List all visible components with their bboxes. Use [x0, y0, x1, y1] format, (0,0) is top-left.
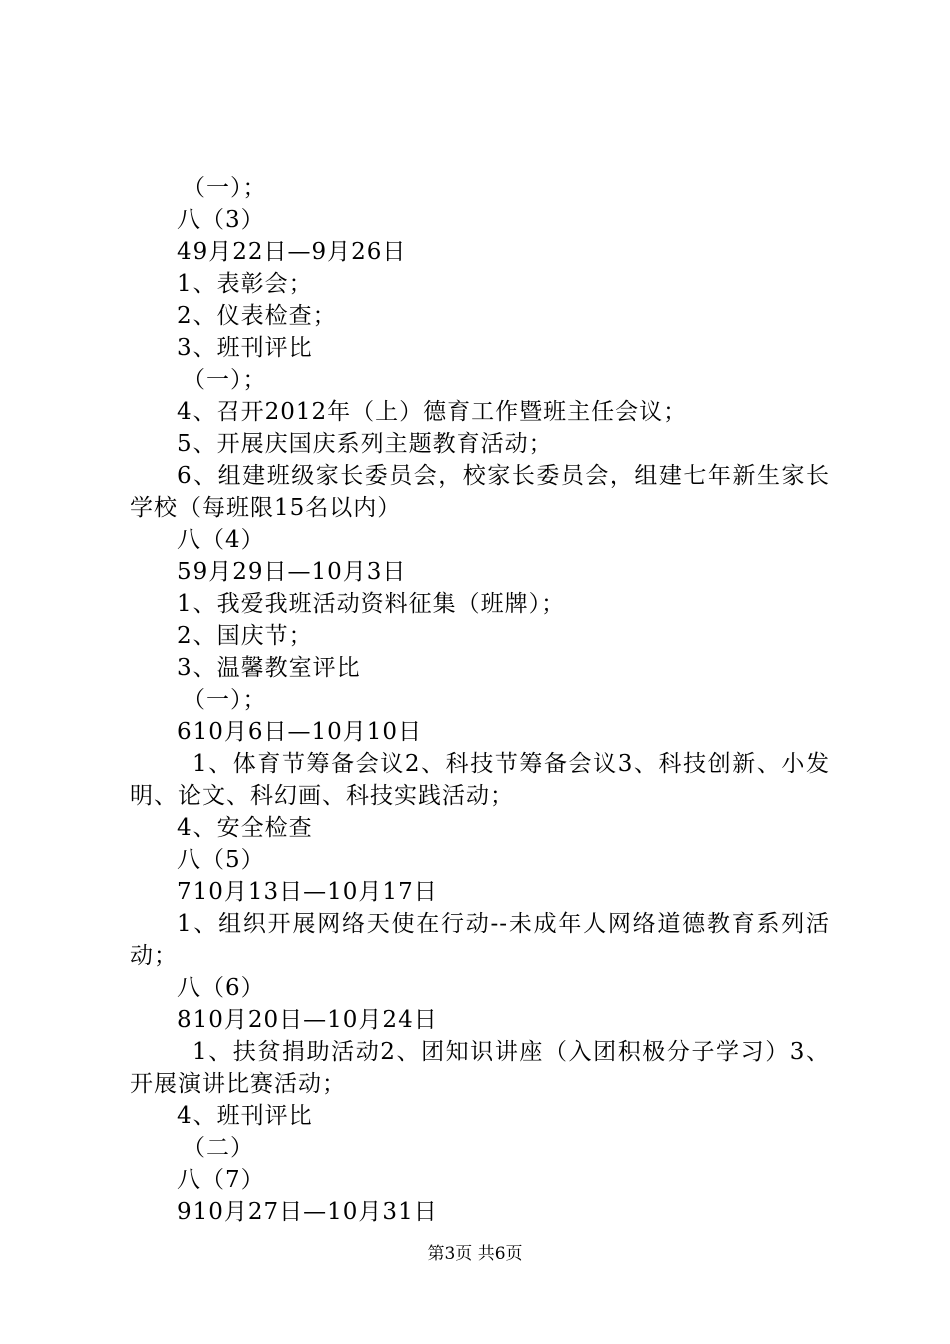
text-line: 3、班刊评比 [177, 335, 313, 361]
text-line: 八（5） [177, 847, 265, 873]
text-line: 4、班刊评比 [177, 1103, 313, 1129]
text-line: 3、温馨教室评比 [177, 655, 361, 681]
document-body [130, 172, 830, 1228]
text-line: （一）； [182, 367, 267, 393]
paragraph: 1、扶贫捐助活动2、团知识讲座（入团积极分子学习）3、开展演讲比赛活动； [130, 1039, 830, 1097]
text-line: 610月6日—10月10日 [177, 719, 423, 745]
text-line: （一）； [182, 687, 267, 713]
text-line: 1、表彰会； [177, 271, 313, 297]
text-line: 59月29日—10月3日 [177, 559, 407, 585]
text-line: 710月13日—10月17日 [177, 879, 438, 905]
paragraph: 1、组织开展网络天使在行动--未成年人网络道德教育系列活动； [130, 911, 830, 969]
paragraph: 1、体育节筹备会议2、科技节筹备会议3、科技创新、小发明、论文、科幻画、科技实践活动； [130, 751, 830, 809]
text-line: 八（7） [177, 1167, 265, 1193]
text-line: 810月20日—10月24日 [177, 1007, 438, 1033]
text-line: 2、国庆节； [177, 623, 313, 649]
text-line: 4、安全检查 [177, 815, 313, 841]
text-line: 八（4） [177, 527, 265, 553]
text-line: 5、开展庆国庆系列主题教育活动； [177, 431, 553, 457]
text-line: （一）； [182, 175, 267, 201]
text-line: 4、召开2012年（上）德育工作暨班主任会议； [177, 399, 688, 425]
text-line: 1、我爱我班活动资料征集（班牌）； [177, 591, 566, 617]
text-line: 八（3） [177, 207, 265, 233]
text-line: 910月27日—10月31日 [177, 1199, 438, 1225]
text-line: 49月22日—9月26日 [177, 239, 407, 265]
page-footer: 第3页 共6页 [427, 1244, 523, 1264]
text-line: 八（6） [177, 975, 265, 1001]
text-line: （二） [182, 1135, 254, 1161]
paragraph: 6、组建班级家长委员会，校家长委员会，组建七年新生家长学校（每班限15名以内） [130, 463, 830, 521]
text-line: 2、仪表检查； [177, 303, 337, 329]
